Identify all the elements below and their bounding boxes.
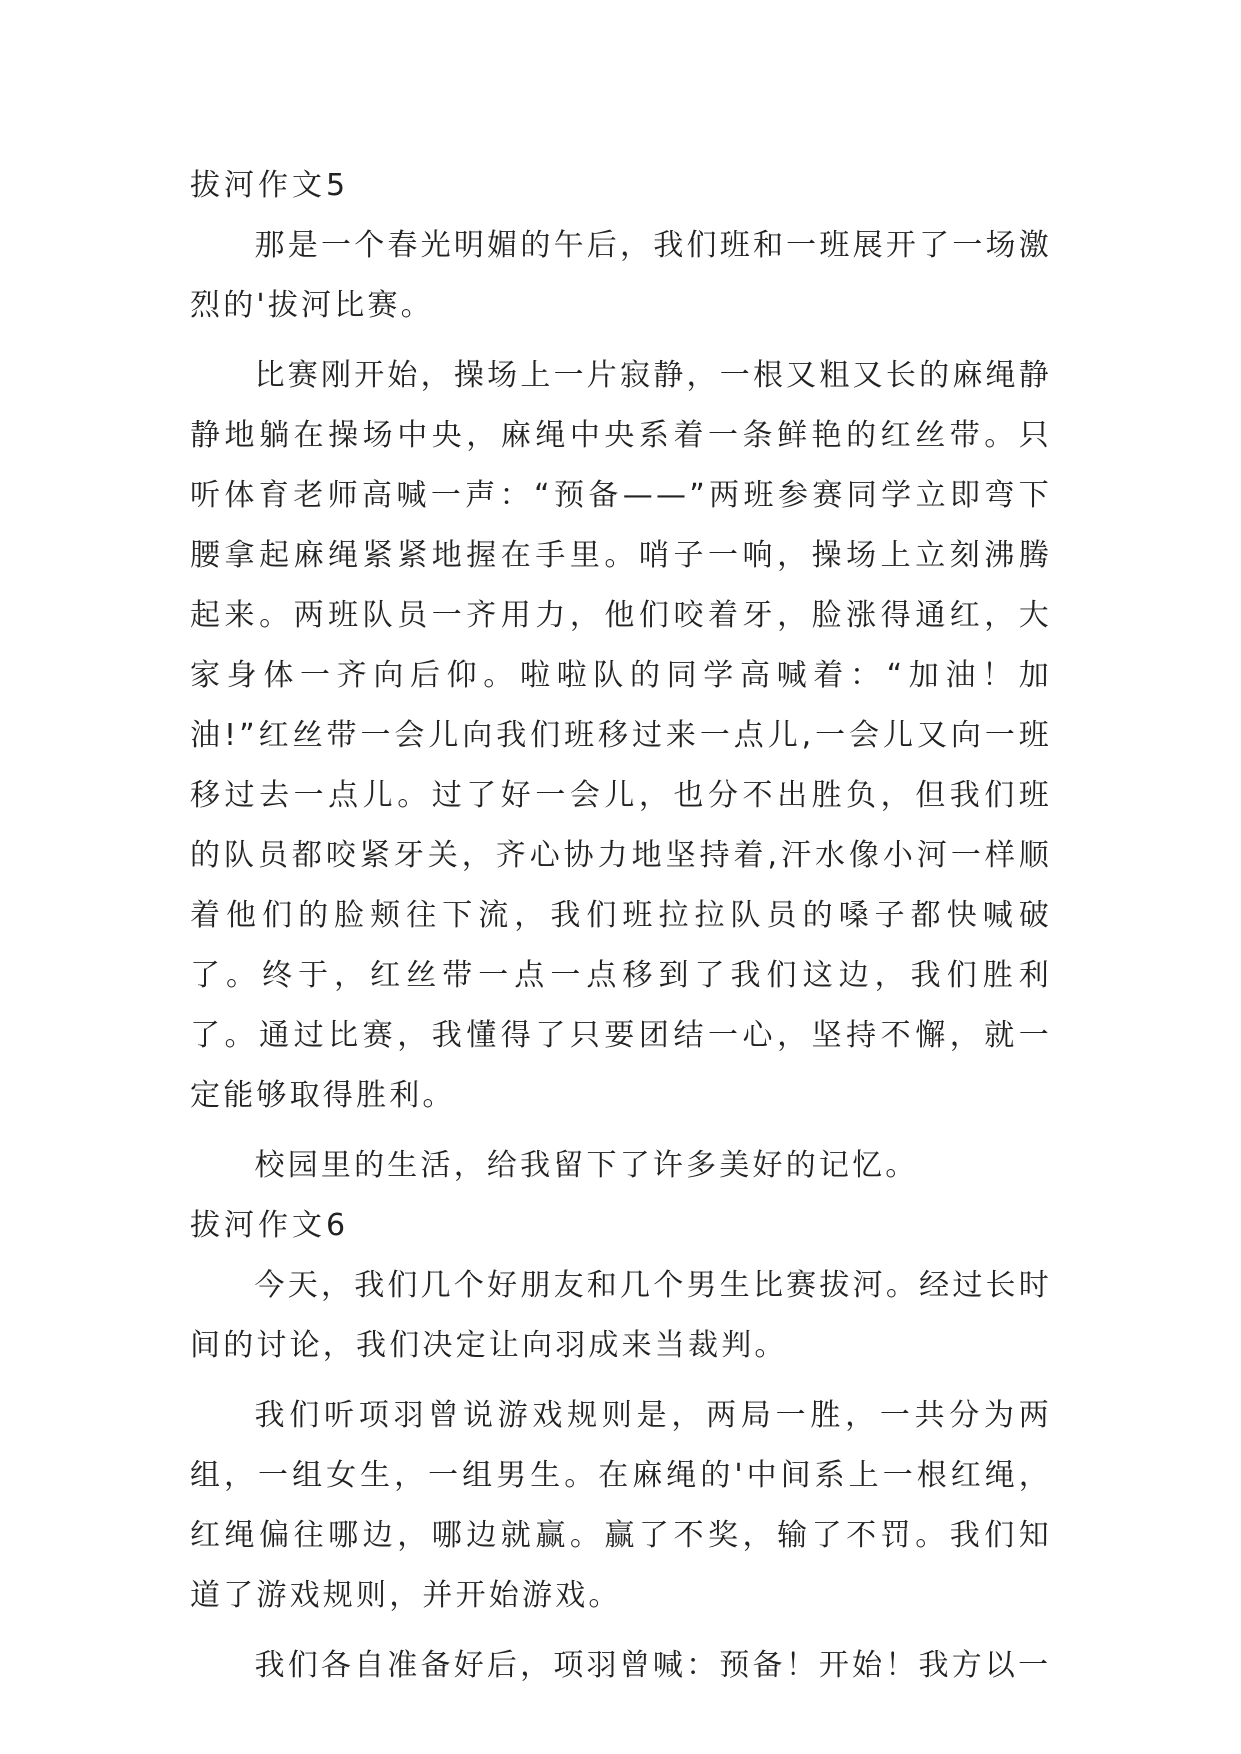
section-title: 拔河作文5: [190, 168, 350, 203]
paragraph: 比赛刚开始，操场上一片寂静，一根又粗又长的麻绳静静地躺在操场中央，麻绳中央系着一条鲜艳的红丝带。只听体育老师高喊一声：“预备——”两班参赛同学立即弯下腰拿起麻绳紧紧地握在手里。哨子一响，操场上立刻沸腾起来。两班队员一齐用力，他们咬着牙，脸涨得通红，大家身体一齐向后仰。啦啦队的同学高喊着：“加油！加油!”红丝带一会儿向我们班移过来一点儿,一会儿又向一班移过去一点儿。过了好一会儿，也分不出胜负，但我们班的队员都咬紧牙关，齐心协力地坚持着,汗水像小河一样顺着他们的脸颊往下流，我们班拉拉队员的嗓子都快喊破了。终于，红丝带一点一点移到了我们这边，我们胜利了。通过比赛，我懂得了只要团结一心，坚持不懈，就一定能够取得胜利。: [190, 358, 1052, 1113]
document-body: [190, 156, 1052, 1696]
paragraph: 我们听项羽曾说游戏规则是，两局一胜，一共分为两组，一组女生，一组男生。在麻绳的'中间系上一根红绳，红绳偏往哪边，哪边就赢。赢了不奖，输了不罚。我们知道了游戏规则，并开始游戏。: [190, 1398, 1052, 1613]
paragraph: 校园里的生活，给我留下了许多美好的记忆。: [254, 1148, 919, 1183]
paragraph: 我们各自准备好后，项羽曾喊：预备！开始！我方以一: [254, 1648, 1052, 1683]
section-title: 拔河作文6: [190, 1208, 350, 1243]
paragraph: 那是一个春光明媚的午后，我们班和一班展开了一场激烈的'拔河比赛。: [190, 228, 1052, 323]
paragraph: 今天，我们几个好朋友和几个男生比赛拔河。经过长时间的讨论，我们决定让向羽成来当裁判。: [190, 1268, 1052, 1363]
